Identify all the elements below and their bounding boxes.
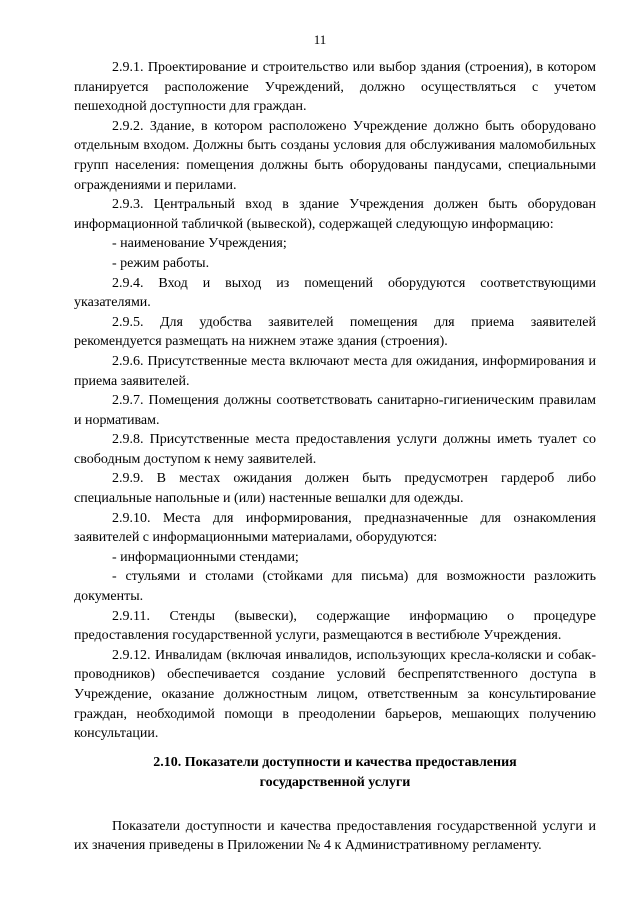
paragraph-2-9-7: 2.9.7. Помещения должны соответствовать санитарно-гигиеническим правилам и нормативам. xyxy=(74,393,596,428)
paragraph-2-9-5: 2.9.5. Для удобства заявителей помещения для приема заявителей рекомендуется размещать на нижнем этаже здания (строения). xyxy=(74,314,596,350)
section-heading-2-10 xyxy=(74,753,596,793)
page-number: 11 xyxy=(313,32,327,47)
paragraph-2-9-9: 2.9.9. В местах ожидания должен быть предусмотрен гардероб либо специальные напольные и (или) настенные вешалки для одежды. xyxy=(74,471,596,507)
paragraph-2-9-1: 2.9.1. Проектирование и строительство или выбор здания (строения), в котором планируется расположение Учреждений, должно осуществляться с учетом пешеходной доступности для граждан. xyxy=(74,60,596,115)
paragraph-2-9-3: 2.9.3. Центральный вход в здание Учреждения должен быть оборудован информационной табличкой (вывеской), содержащей следующую информацию: xyxy=(74,197,596,232)
list-item-institution-name: - наименование Учреждения; xyxy=(112,236,287,252)
list-item-working-hours: - режим работы. xyxy=(112,255,210,271)
section-heading-line-1: 2.10. Показатели доступности и качества предоставления xyxy=(153,754,517,770)
list-item-info-stands: - информационными стендами; xyxy=(112,549,299,565)
document-body xyxy=(74,58,596,856)
list-item-chairs-tables: - стульями и столами (стойками для письма) для возможности разложить документы. xyxy=(74,569,596,605)
section-heading-line-2: государственной услуги xyxy=(259,774,411,790)
paragraph-2-9-2: 2.9.2. Здание, в котором расположено Учреждение должно быть оборудовано отдельным входом. Должны быть созданы условия для обслуживания маломобильных групп населения: помещения должны быть оборудованы пандусами, специальными ограждениями и перилами. xyxy=(74,118,596,193)
paragraph-accessibility-indicators: Показатели доступности и качества предоставления государственной услуги и их значения приведены в Приложении № 4 к Административному регламенту. xyxy=(74,818,596,854)
paragraph-2-9-10: 2.9.10. Места для информирования, предназначенные для ознакомления заявителей с информационными материалами, оборудуются: xyxy=(74,510,596,546)
paragraph-2-9-6: 2.9.6. Присутственные места включают места для ожидания, информирования и приема заявителей. xyxy=(74,353,596,389)
paragraph-2-9-11: 2.9.11. Стенды (вывески), содержащие информацию о процедуре предоставления государственной услуги, размещаются в вестибюле Учреждения. xyxy=(74,608,596,644)
paragraph-2-9-4: 2.9.4. Вход и выход из помещений оборудуются соответствующими указателями. xyxy=(74,275,596,311)
paragraph-2-9-8: 2.9.8. Присутственные места предоставления услуги должны иметь туалет со свободным доступом к нему заявителей. xyxy=(74,432,596,467)
paragraph-2-9-12: 2.9.12. Инвалидам (включая инвалидов, использующих кресла-коляски и собак-проводников) обеспечивается создание условий беспрепятственного доступа в Учреждение, оказание должностным лицом, ответственным за консультирование граждан, необходимой помощи в преодолении барьеров, мешающих получению консультации. xyxy=(74,647,596,742)
